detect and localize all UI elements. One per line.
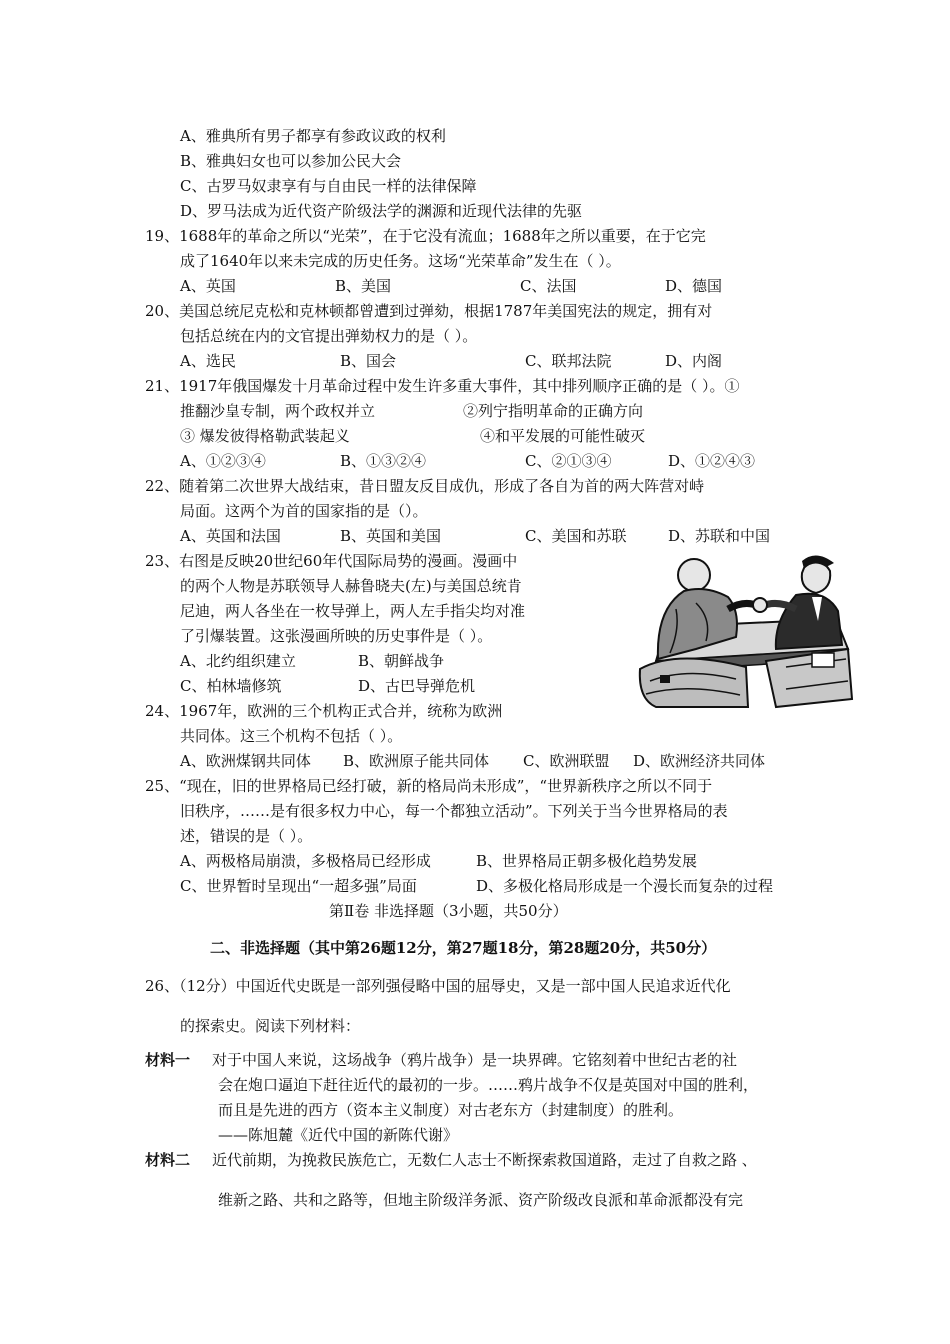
part2-title: 第Ⅱ卷 非选择题（3小题，共50分） <box>329 902 568 920</box>
q23-option-c: C、柏林墙修筑 <box>180 677 282 695</box>
q19-option-a: A、英国 <box>180 277 236 295</box>
q26-stem-line1: 26、（12分）中国近代史既是一部列强侵略中国的屈辱史，又是一部中国人民追求近代化 <box>145 977 731 995</box>
material2-line2: 维新之路、共和之路等，但地主阶级洋务派、资产阶级改良派和革命派都没有完 <box>218 1191 744 1209</box>
q21-option-b: B、①③②④ <box>340 452 427 470</box>
q23-stem-line3: 尼迪，两人各坐在一枚导弹上，两人左手指尖均对准 <box>180 602 526 620</box>
q22-option-a: A、英国和法国 <box>180 527 281 545</box>
q24-option-a: A、欧洲煤钢共同体 <box>180 752 311 770</box>
q21-stem-line3 <box>180 426 645 446</box>
q20-option-d: D、内阁 <box>665 352 723 370</box>
q19-stem-line1: 19、1688年的革命之所以“光荣”，在于它没有流血；1688年之所以重要，在于它完 <box>145 227 706 245</box>
q22-stem-line1: 22、随着第二次世界大战结束，昔日盟友反目成仇，形成了各自为首的两大阵营对峙 <box>145 477 705 495</box>
q18-option-b: B、雅典妇女也可以参加公民大会 <box>180 152 402 170</box>
material1-source: ——陈旭麓《近代中国的新陈代谢》 <box>218 1126 459 1144</box>
material1-label: 材料一 <box>145 1051 191 1069</box>
q25-option-d: D、多极化格局形成是一个漫长而复杂的过程 <box>476 877 774 895</box>
material1-line1: 对于中国人来说，这场战争（鸦片战争）是一块界碑。它铭刻着中世纪古老的社 <box>212 1051 738 1069</box>
q23-stem-line1: 23、右图是反映20世纪60年代国际局势的漫画。漫画中 <box>145 552 518 570</box>
q21-option-c: C、②①③④ <box>525 452 612 470</box>
q23-options-row2 <box>180 676 475 696</box>
q25-option-c: C、世界暂时呈现出“一超多强”局面 <box>180 877 417 895</box>
q19-stem-line2: 成了1640年以来未完成的历史任务。这场“光荣革命”发生在（ ）。 <box>180 252 621 270</box>
material2-line1: 近代前期，为挽救民族危亡，无数仁人志士不断探索救国道路，走过了自救之路 、 <box>212 1151 757 1169</box>
q25-stem-line2: 旧秩序，……是有很多权力中心，每一个都独立活动”。下列关于当今世界格局的表 <box>180 802 728 820</box>
q20-stem-line2: 包括总统在内的文官提出弹劾权力的是（ ）。 <box>180 327 478 345</box>
q22-option-b: B、英国和美国 <box>340 527 442 545</box>
q21-stem-line2 <box>180 401 643 421</box>
q24-option-d: D、欧洲经济共同体 <box>633 752 766 770</box>
q25-option-a: A、两极格局崩溃，多极格局已经形成 <box>180 852 431 870</box>
material2-label: 材料二 <box>145 1151 191 1169</box>
q21-event-2: ②列宁指明革命的正确方向 <box>463 402 644 420</box>
q24-option-c: C、欧洲联盟 <box>523 752 610 770</box>
q25-stem-line1: 25、“现在，旧的世界格局已经打破，新的格局尚未形成”，“世界新秩序之所以不同于 <box>145 777 713 795</box>
q22-option-c: C、美国和苏联 <box>525 527 627 545</box>
q24-options <box>180 751 765 771</box>
q18-option-d: D、罗马法成为近代资产阶级法学的渊源和近现代法律的先驱 <box>180 202 583 220</box>
section2-heading: 二、非选择题（其中第26题12分，第27题18分，第28题20分，共50分） <box>210 939 717 957</box>
q20-option-b: B、国会 <box>340 352 397 370</box>
q23-stem-line2: 的两个人物是苏联领导人赫鲁晓夫(左)与美国总统肯 <box>180 577 522 595</box>
q22-stem-line2: 局面。这两个为首的国家指的是（）。 <box>180 502 428 520</box>
q23-option-d: D、古巴导弹危机 <box>358 677 476 695</box>
q21-event-4: ④和平发展的可能性破灭 <box>480 427 646 445</box>
q25-options-row1 <box>180 851 697 871</box>
q21-event-3: ③ 爆发彼得格勒武装起义 <box>180 427 350 445</box>
q21-option-a: A、①②③④ <box>180 452 266 470</box>
q20-options <box>180 351 722 371</box>
q20-option-a: A、选民 <box>180 352 236 370</box>
q25-options-row2 <box>180 876 773 896</box>
q24-stem-line2: 共同体。这三个机构不包括（ ）。 <box>180 727 403 745</box>
q23-option-b: B、朝鲜战争 <box>358 652 445 670</box>
q19-options <box>180 276 722 296</box>
q22-options <box>180 526 770 546</box>
q23-option-a: A、北约组织建立 <box>180 652 296 670</box>
q19-option-c: C、法国 <box>520 277 577 295</box>
q23-options-row1 <box>180 651 444 671</box>
q19-option-d: D、德国 <box>665 277 723 295</box>
q20-stem-line1: 20、美国总统尼克松和克林顿都曾遭到过弹劾，根据1787年美国宪法的规定，拥有对 <box>145 302 713 320</box>
material1-line2: 会在炮口逼迫下赶往近代的最初的一步。……鸦片战争不仅是英国对中国的胜利， <box>218 1076 759 1094</box>
q18-option-c: C、古罗马奴隶享有与自由民一样的法律保障 <box>180 177 477 195</box>
material1-line3: 而且是先进的西方（资本主义制度）对古老东方（封建制度）的胜利。 <box>218 1101 684 1119</box>
q25-option-b: B、世界格局正朝多极化趋势发展 <box>476 852 698 870</box>
q22-option-d: D、苏联和中国 <box>668 527 771 545</box>
q25-stem-line3: 述，错误的是（ ）。 <box>180 827 313 845</box>
q19-option-b: B、美国 <box>335 277 392 295</box>
q21-option-d: D、①②④③ <box>668 452 756 470</box>
q26-stem-line2: 的探索史。阅读下列材料： <box>180 1017 361 1035</box>
q24-option-b: B、欧洲原子能共同体 <box>343 752 490 770</box>
q23-stem-line4: 了引爆装置。这张漫画所映的历史事件是（ ）。 <box>180 627 493 645</box>
q21-options <box>180 451 755 471</box>
q21-event-1: 推翻沙皇专制，两个政权并立 <box>180 402 376 420</box>
q21-stem-line1: 21、1917年俄国爆发十月革命过程中发生许多重大事件，其中排列顺序正确的是（ ）。① <box>145 377 740 395</box>
q20-option-c: C、联邦法院 <box>525 352 612 370</box>
cold-war-cartoon-image <box>636 549 854 709</box>
q24-stem-line1: 24、1967年，欧洲的三个机构正式合并，统称为欧洲 <box>145 702 503 720</box>
q18-option-a: A、雅典所有男子都享有参政议政的权利 <box>180 127 446 145</box>
